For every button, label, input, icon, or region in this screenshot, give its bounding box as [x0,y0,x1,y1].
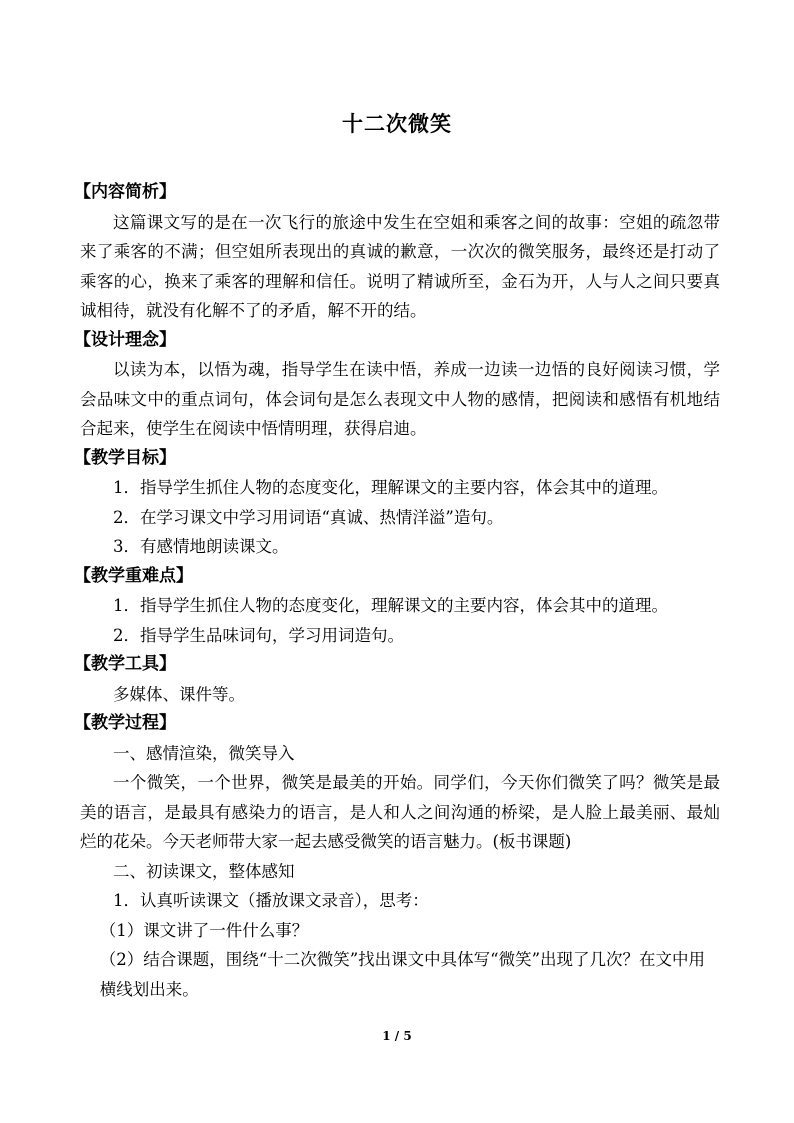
summary-paragraph: 这篇课文写的是在一次飞行的旅途中发生在空姐和乘客之间的故事：空姐的疏忽带来了乘客的不满；但空姐所表现出的真诚的歉意，一次次的微笑服务，最终还是打动了乘客的心，换来了乘客的理解和信任。说明了精诚所至，金石为开，人与人之间只要真诚相待，就没有化解不了的矛盾，解不开的结。 [80,212,720,320]
process-step-title: 一、感情渲染，微笑导入 [113,743,295,763]
process-item: 1．认真听读课文（播放课文录音），思考： [113,891,429,910]
section-heading-goals: 【教学目标】 [74,447,176,468]
document-body [74,178,720,1004]
goal-item: 2．在学习课文中学习用词语“真诚、热情洋溢”造句。 [113,507,504,527]
process-step-paragraph: 一个微笑，一个世界，微笑是最美的开始。同学们，今天你们微笑了吗？微笑是最美的语言，是最具有感染力的语言，是人和人之间沟通的桥梁，是人脸上最美丽、最灿烂的花朵。今天老师带大家一起去感受微笑的语言魅力。(板书课题) [80,773,720,851]
page-number: 1 / 5 [382,1029,412,1043]
concept-paragraph: 以读为本，以悟为魂，指导学生在读中悟，养成一边读一边悟的良好阅读习惯，学会品味文中的重点词句，体会词句是怎么表现文中人物的感情，把阅读和感悟有机地结合起来，使学生在阅读中悟情明理，获得启迪。 [80,360,720,438]
goal-item: 1．指导学生抓住人物的态度变化，理解课文的主要内容，体会其中的道理。 [113,478,668,497]
section-heading-concept: 【设计理念】 [74,329,176,350]
question-item: （2）结合课题，围绕“十二次微笑”找出课文中具体写“微笑”出现了几次？在文中用横线划出来。 [99,950,706,999]
process-step-title: 二、初读课文，整体感知 [113,861,295,881]
goal-item: 3．有感情地朗读课文。 [113,537,289,556]
document-title: 十二次微笑 [342,111,452,136]
section-heading-focus: 【教学重难点】 [74,565,193,586]
tools-text: 多媒体、课件等。 [113,684,245,704]
focus-item: 1．指导学生抓住人物的态度变化，理解课文的主要内容，体会其中的道理。 [113,596,668,615]
section-heading-tools: 【教学工具】 [74,654,176,674]
focus-item: 2．指导学生品味词句，学习用词造句。 [113,625,404,645]
question-item: （1）课文讲了一件什么事？ [99,920,309,940]
section-heading-summary: 【内容简析】 [74,182,176,202]
section-heading-process: 【教学过程】 [74,713,176,733]
